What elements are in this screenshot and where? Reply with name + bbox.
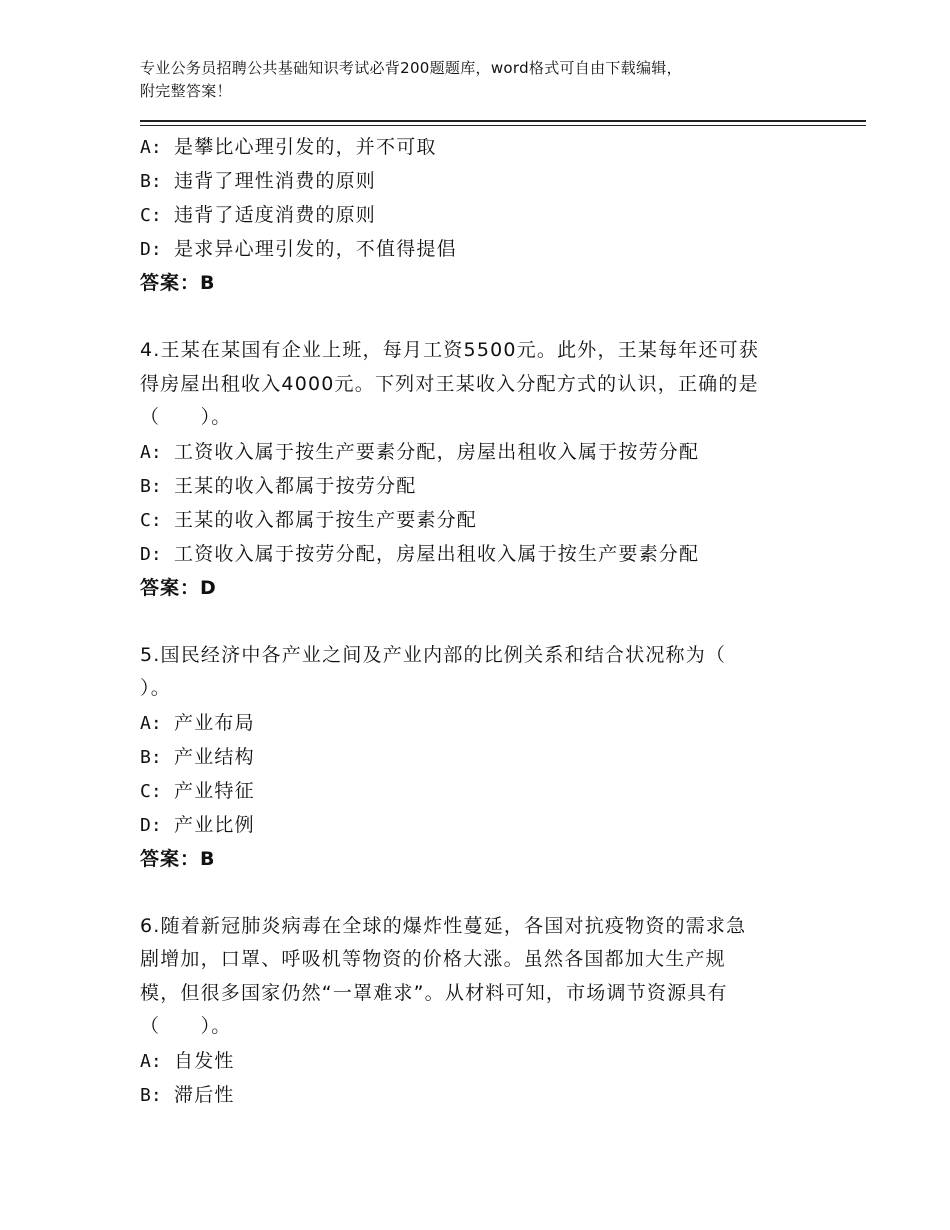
answer-line: 答案：B [140,847,216,870]
answer-line: 答案：D [140,576,217,599]
option-text: 是求异心理引发的，不值得提倡 [174,238,457,260]
option-b [140,740,820,774]
option-letter: C: [140,509,162,531]
option-d [140,537,820,571]
stem-line: ）。 [140,677,171,699]
question-6 [140,910,820,1112]
option-text: 违背了适度消费的原则 [174,204,377,226]
option-letter: B: [140,475,162,497]
option-letter: C: [140,205,162,226]
option-letter: C: [140,780,162,802]
option-letter: D: [140,543,162,565]
stem-line: （ ）。 [140,406,232,428]
header-rule-thin [140,125,866,126]
spacer [140,300,820,334]
stem-line: 5.国民经济中各产业之间及产业内部的比例关系和结合状况称为（ [140,643,727,666]
option-b [140,1078,820,1112]
stem-line: 剧增加，口罩、呼吸机等物资的价格大涨。虽然各国都加大生产规 [140,948,726,970]
question-5 [140,639,820,876]
option-text: 王某的收入都属于按生产要素分配 [174,508,478,531]
option-text: 产业特征 [174,779,255,802]
option-c [140,198,820,232]
option-letter: B: [140,171,162,192]
option-text: 工资收入属于按生产要素分配，房屋出租收入属于按劳分配 [174,440,700,463]
option-c [140,774,820,808]
question-list [140,130,820,1112]
option-letter: A: [140,441,162,463]
page-header [140,57,840,103]
option-text: 产业结构 [174,745,255,768]
option-letter: D: [140,239,162,260]
option-text: 王某的收入都属于按劳分配 [174,474,417,497]
option-letter: D: [140,814,162,836]
option-text: 违背了理性消费的原则 [174,170,377,192]
answer-line: 答案：B [140,272,216,294]
stem-line: 模，但很多国家仍然“一罩难求”。从材料可知，市场调节资源具有 [140,981,728,1004]
option-text: 自发性 [174,1049,235,1072]
option-a [140,130,820,164]
option-text: 产业布局 [174,711,255,734]
spacer [140,605,820,639]
stem-line: 得房屋出租收入4000元。下列对王某收入分配方式的认识，正确的是 [140,372,759,395]
header-rule-thick [140,120,866,122]
header-line-2: 附完整答案！ [140,82,232,100]
option-text: 工资收入属于按劳分配，房屋出租收入属于按生产要素分配 [174,542,700,565]
option-b [140,164,820,198]
spacer [140,876,820,910]
option-a [140,1044,820,1078]
question-stem [140,910,820,1044]
stem-line: （ ）。 [140,1015,232,1037]
question-4 [140,334,820,605]
question-stem [140,639,820,706]
option-letter: A: [140,712,162,734]
stem-line: 6.随着新冠肺炎病毒在全球的爆炸性蔓延，各国对抗疫物资的需求急 [140,914,747,937]
option-a [140,706,820,740]
header-line-1: 专业公务员招聘公共基础知识考试必背200题题库，word格式可自由下载编辑， [140,59,682,77]
question-3-tail [140,130,820,300]
option-letter: A: [140,1050,162,1072]
option-b [140,469,820,503]
option-c [140,503,820,537]
question-stem [140,334,820,435]
option-text: 是攀比心理引发的，并不可取 [174,136,437,158]
stem-line: 4.王某在某国有企业上班，每月工资5500元。此外，王某每年还可获 [140,339,760,361]
option-text: 产业比例 [174,813,255,836]
option-d [140,232,820,266]
option-a [140,435,820,469]
option-letter: A: [140,137,162,158]
option-letter: B: [140,1084,162,1106]
option-d [140,808,820,842]
option-letter: B: [140,746,162,768]
option-text: 滞后性 [174,1083,235,1106]
